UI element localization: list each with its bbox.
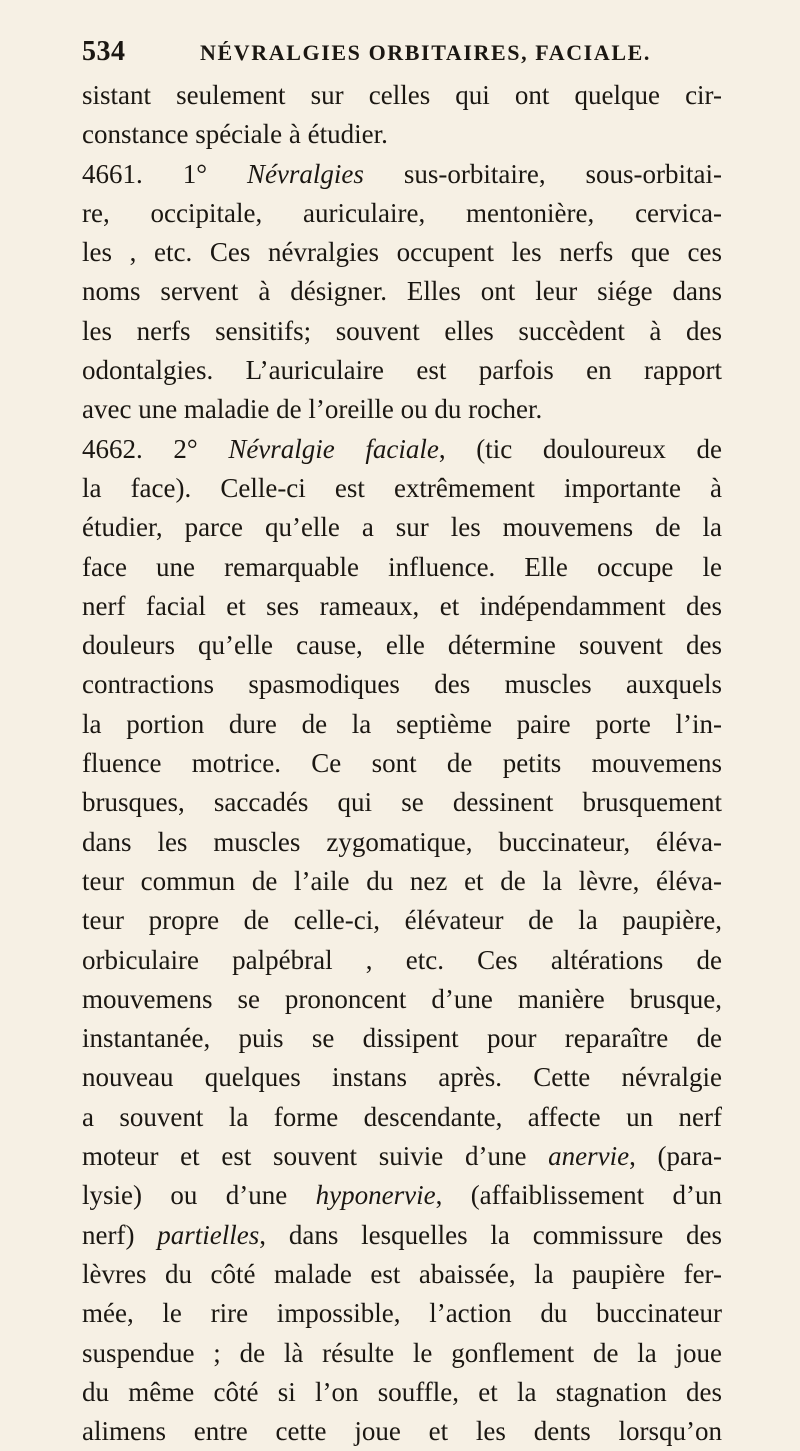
line-text: nerf) bbox=[82, 1219, 158, 1250]
text-line: a souvent la forme descendante, affecte un nerf bbox=[82, 1101, 722, 1132]
text-line bbox=[82, 1216, 722, 1255]
text-line: fluence motrice. Ce sont de petits mouvemens bbox=[82, 748, 722, 779]
text-line: instantanée, puis se dissipent pour reparaître de bbox=[82, 1023, 722, 1054]
italic-term: Névralgies bbox=[246, 158, 364, 189]
line-continuation: , (para- bbox=[629, 1141, 722, 1172]
text-line bbox=[82, 430, 722, 469]
text-line: brusques, saccadés qui se dessinent brusquement bbox=[82, 787, 722, 818]
text-line: teur propre de celle-ci, élévateur de la paupière, bbox=[82, 905, 722, 936]
text-line: alimens entre cette joue et les dents lorsqu’on bbox=[82, 1416, 722, 1447]
text-line bbox=[82, 1176, 722, 1215]
italic-term: partielles bbox=[157, 1219, 260, 1250]
text-line: odontalgies. L’auriculaire est parfois en rapport bbox=[82, 355, 722, 386]
italic-term: anervie bbox=[548, 1141, 630, 1172]
text-line: dans les muscles zygomatique, buccinateur, éléva- bbox=[82, 826, 722, 857]
text-line: du même côté si l’on souffle, et la stagnation des bbox=[82, 1376, 722, 1407]
text-line: douleurs qu’elle cause, elle détermine souvent des bbox=[82, 630, 722, 661]
text-line bbox=[82, 1137, 722, 1176]
italic-term: Névralgie faciale bbox=[228, 433, 439, 464]
text-line: face une remarquable influence. Elle occupe le bbox=[82, 551, 722, 582]
text-line: les , etc. Ces névralgies occupent les nerfs que ces bbox=[82, 237, 722, 268]
line-text: moteur et est souvent suivie d’une bbox=[82, 1141, 549, 1172]
running-head bbox=[82, 36, 722, 70]
body-text bbox=[82, 76, 722, 1451]
line-continuation: , (tic douloureux de bbox=[438, 433, 722, 464]
text-line bbox=[82, 155, 722, 194]
text-line: re, occipitale, auriculaire, mentonière, cervica- bbox=[82, 197, 722, 228]
text-line: nerf facial et ses rameaux, et indépendamment des bbox=[82, 590, 722, 621]
text-line: mouvemens se prononcent d’une manière brusque, bbox=[82, 983, 722, 1014]
text-line: teur commun de l’aile du nez et de la lèvre, éléva- bbox=[82, 865, 722, 896]
text-line: la portion dure de la septième paire porte l’in- bbox=[82, 708, 722, 739]
text-line: mée, le rire impossible, l’action du buccinateur bbox=[82, 1298, 722, 1329]
paragraph-number-text: 4661. 1° bbox=[82, 158, 247, 189]
line-continuation: , dans lesquelles la commissure des bbox=[259, 1219, 722, 1250]
page-number: 534 bbox=[82, 36, 126, 67]
text-line: lèvres du côté malade est abaissée, la paupière fer- bbox=[82, 1258, 722, 1289]
text-line: constance spéciale à étudier. bbox=[82, 119, 388, 150]
text-line: avec une maladie de l’oreille ou du rocher. bbox=[82, 394, 543, 425]
text-line: nouveau quelques instans après. Cette névralgie bbox=[82, 1062, 722, 1093]
text-line: contractions spasmodiques des muscles auxquels bbox=[82, 669, 722, 700]
line-text: lysie) ou d’une bbox=[82, 1180, 316, 1211]
text-line: les nerfs sensitifs; souvent elles succèdent à des bbox=[82, 315, 722, 346]
line-continuation: , (affaiblissement d’un bbox=[435, 1180, 723, 1211]
italic-term: hyponervie bbox=[315, 1180, 436, 1211]
text-line: étudier, parce qu’elle a sur les mouvemens de la bbox=[82, 512, 722, 543]
text-line: la face). Celle-ci est extrêmement importante à bbox=[82, 472, 722, 503]
text-line: sistant seulement sur celles qui ont quelque cir- bbox=[82, 80, 722, 110]
line-continuation: sus-orbitaire, sous-orbitai- bbox=[363, 158, 722, 189]
text-line: suspendue ; de là résulte le gonflement de la joue bbox=[82, 1337, 722, 1368]
paragraph-number-text: 4662. 2° bbox=[82, 433, 229, 464]
text-line: orbiculaire palpébral , etc. Ces altérations de bbox=[82, 944, 722, 975]
text-line: noms servent à désigner. Elles ont leur siége dans bbox=[82, 276, 722, 307]
running-title: NÉVRALGIES ORBITAIRES, FACIALE. bbox=[200, 40, 651, 65]
